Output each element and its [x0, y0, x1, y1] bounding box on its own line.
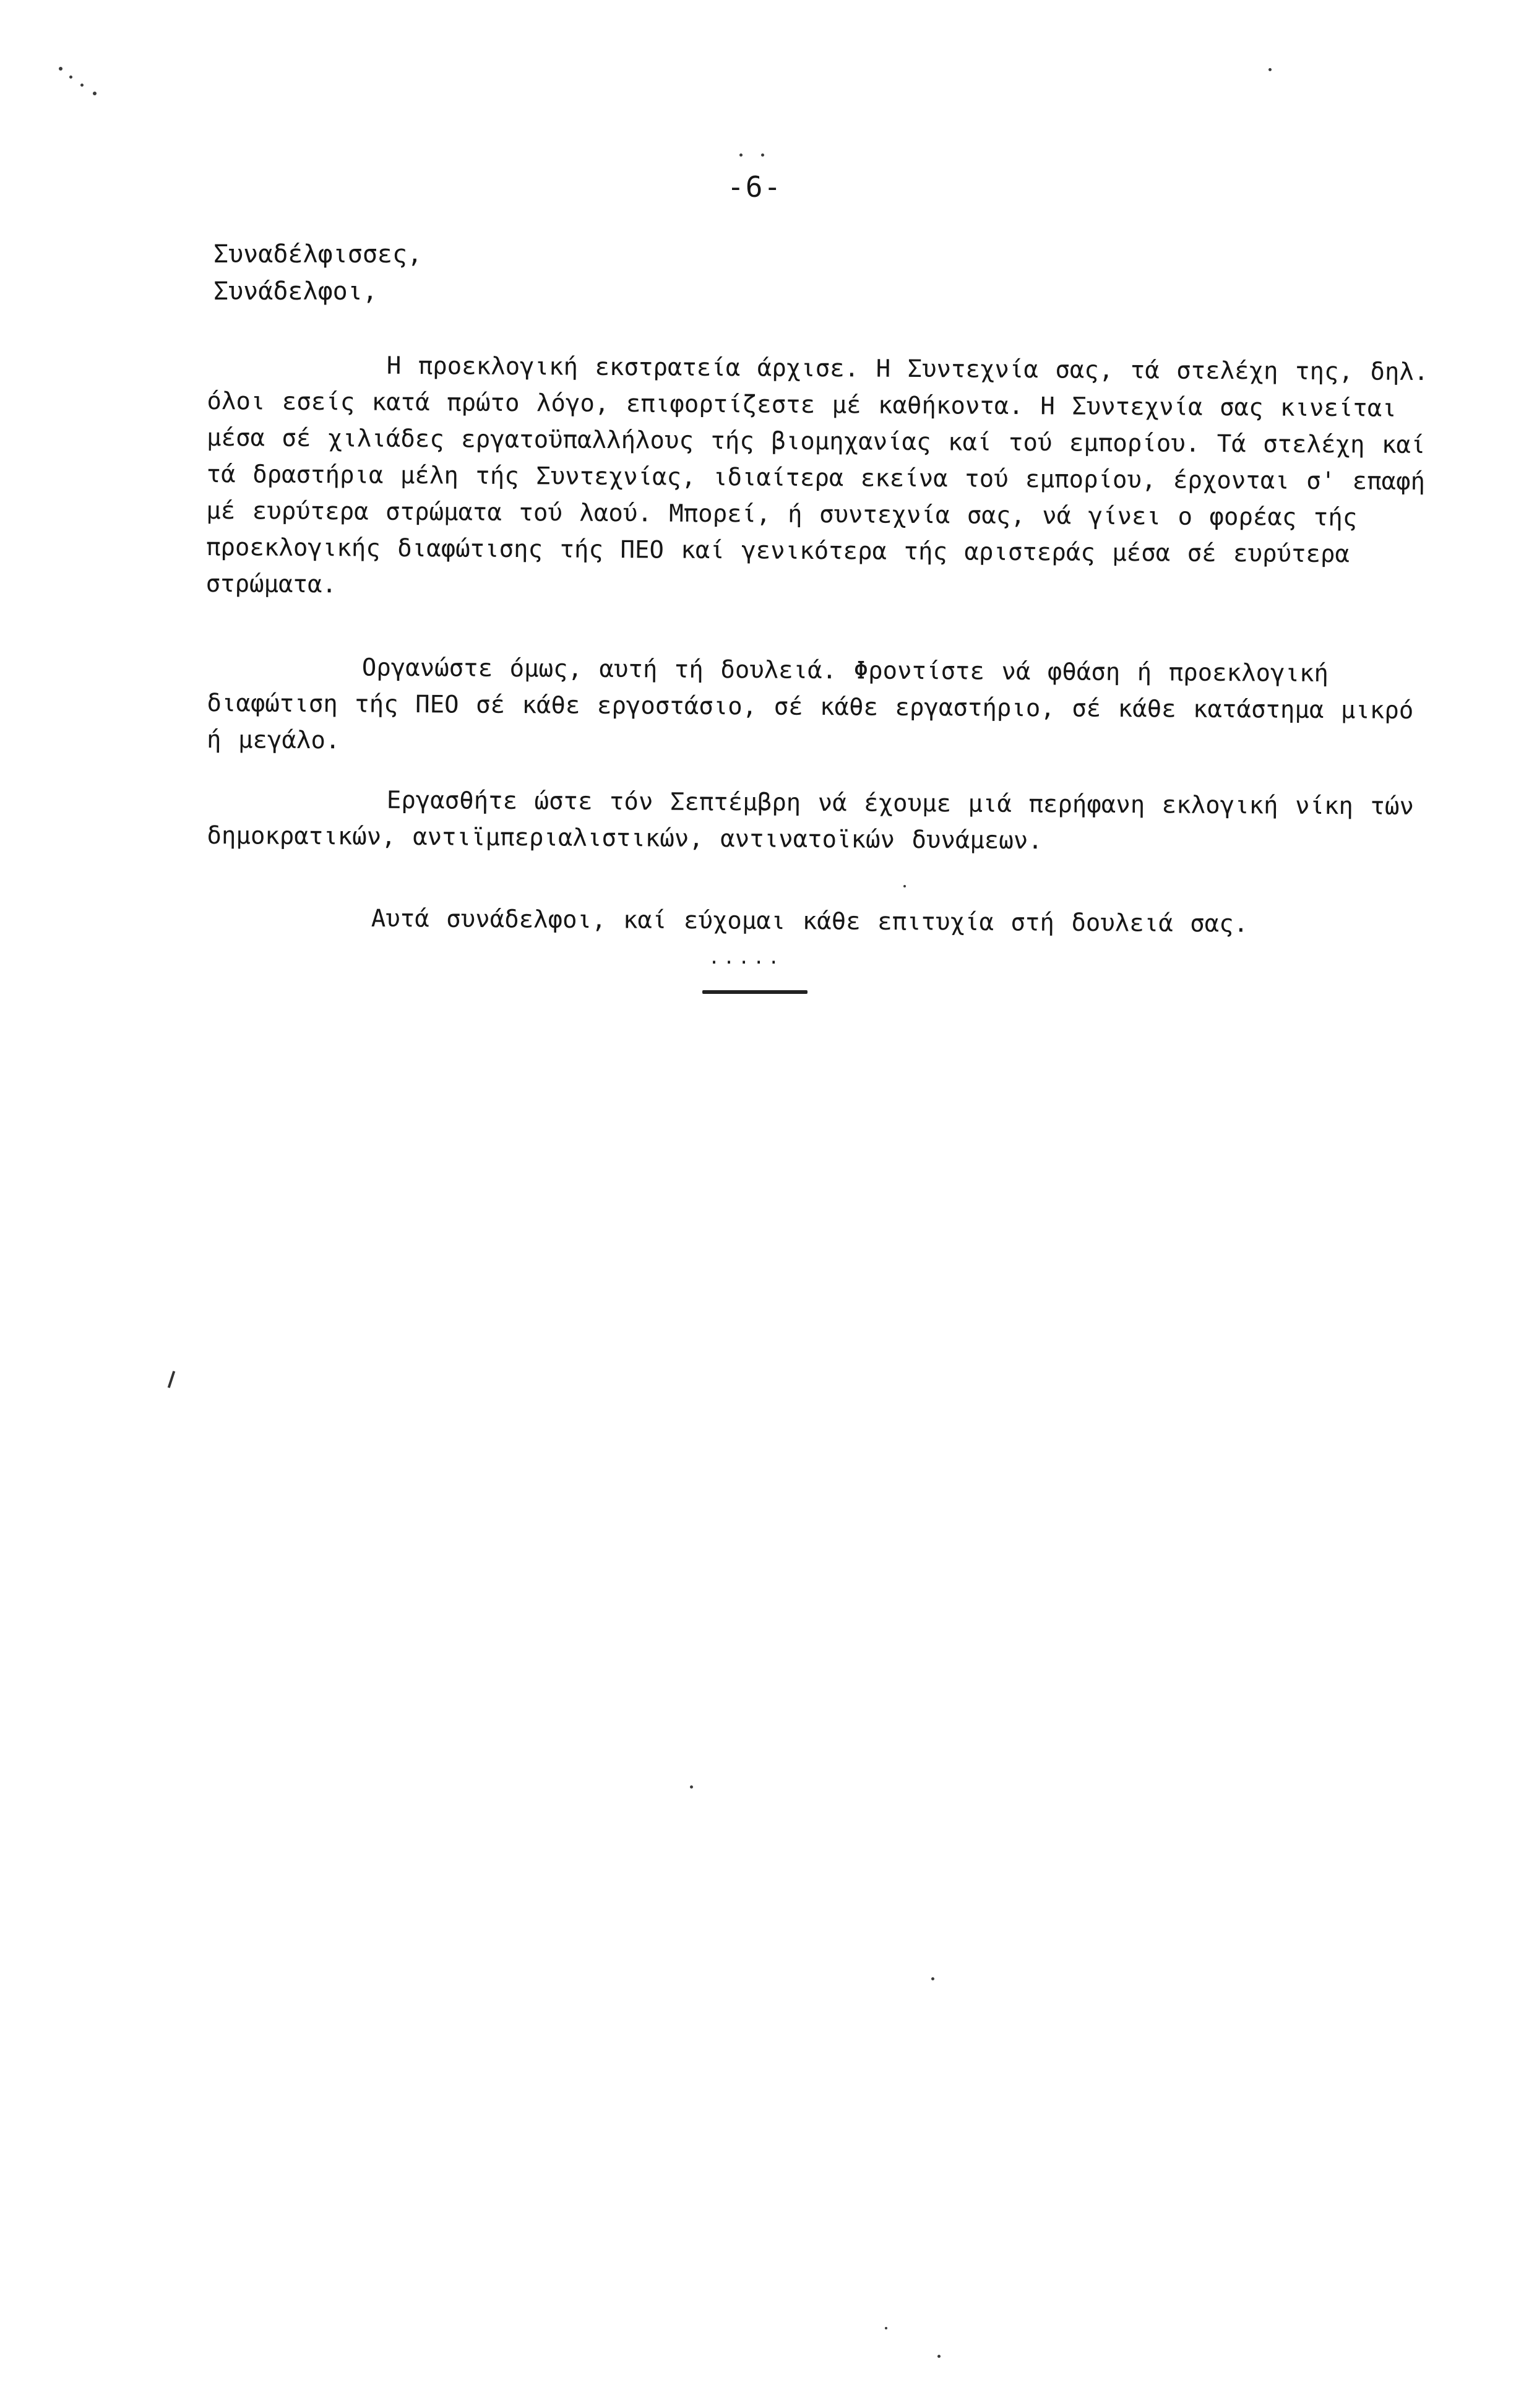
scan-speck	[739, 153, 743, 157]
paragraph-indent	[207, 807, 387, 808]
paragraph-text: Εργασθήτε ώστε τόν Σεπτέμβρη νά έχουμε μιά περήφανη εκλογική νίκη τών δημοκρατικών, αντιϊμπεριαλιστικών, αντινατοϊκών δυνάμεων.	[207, 786, 1415, 855]
scan-speck	[93, 92, 97, 95]
body-paragraph	[207, 781, 1432, 861]
paragraph-text: Οργανώστε όμως, αυτή τή δουλειά. Φροντίστε νά φθάση ή προεκλογική διαφώτιση τής ΠΕΟ σέ κάθε εργοστάσιο, σέ κάθε εργαστήριο, σέ κάθε κατάστημα μικρό ή μεγάλο.	[206, 654, 1414, 755]
scan-speck	[761, 153, 764, 157]
body-paragraph	[207, 649, 1432, 766]
scan-mark	[168, 1371, 175, 1388]
scan-speck	[1268, 68, 1272, 71]
scan-speck	[903, 885, 906, 887]
salutation-line: Συναδέλφισσες,	[213, 240, 423, 269]
paragraph-text: Η προεκλογική εκστρατεία άρχισε. Η Συντεχνία σας, τά στελέχη της, δηλ. όλοι εσείς κατά πρώτο λόγο, επιφορτίζεστε μέ καθήκοντα. Η Συντεχνία σας κινείται μέσα σέ χιλιάδες εργατοϋπαλλήλους τής βιομηχανίας καί τού εμπορίου. Τά στελέχη καί τά δραστήρια μέλη τής Συντεχνίας, ιδιαίτερα εκείνα τού εμπορίου, έρχονται σ' επαφή μέ ευρύτερα στρώματα τού λαού. Μπορεί, ή συντεχνία σας, νά γίνει ο φορέας τής προεκλογικής διαφώτισης τής ΠΕΟ καί γενικότερα τής αριστεράς μέσα σέ ευρύτερα στρώματα.	[205, 352, 1429, 599]
scan-speck	[59, 67, 62, 71]
body-paragraph	[205, 347, 1432, 610]
scan-speck	[885, 2327, 887, 2329]
paragraph-indent	[207, 675, 362, 676]
scan-speck	[80, 84, 84, 87]
end-rule	[702, 990, 808, 994]
closing-dots: .....	[708, 947, 783, 969]
scan-speck	[69, 76, 72, 79]
scan-speck	[690, 1785, 693, 1789]
scan-speck	[931, 1977, 934, 1980]
page-number: -6-	[727, 170, 783, 204]
scan-speck	[937, 2355, 941, 2358]
salutation-line: Συνάδελφοι,	[213, 277, 377, 306]
paragraph-indent	[207, 373, 387, 374]
closing-line: Αυτά συνάδελφοι, καί εύχομαι κάθε επιτυχία στή δουλειά σας.	[371, 905, 1249, 938]
